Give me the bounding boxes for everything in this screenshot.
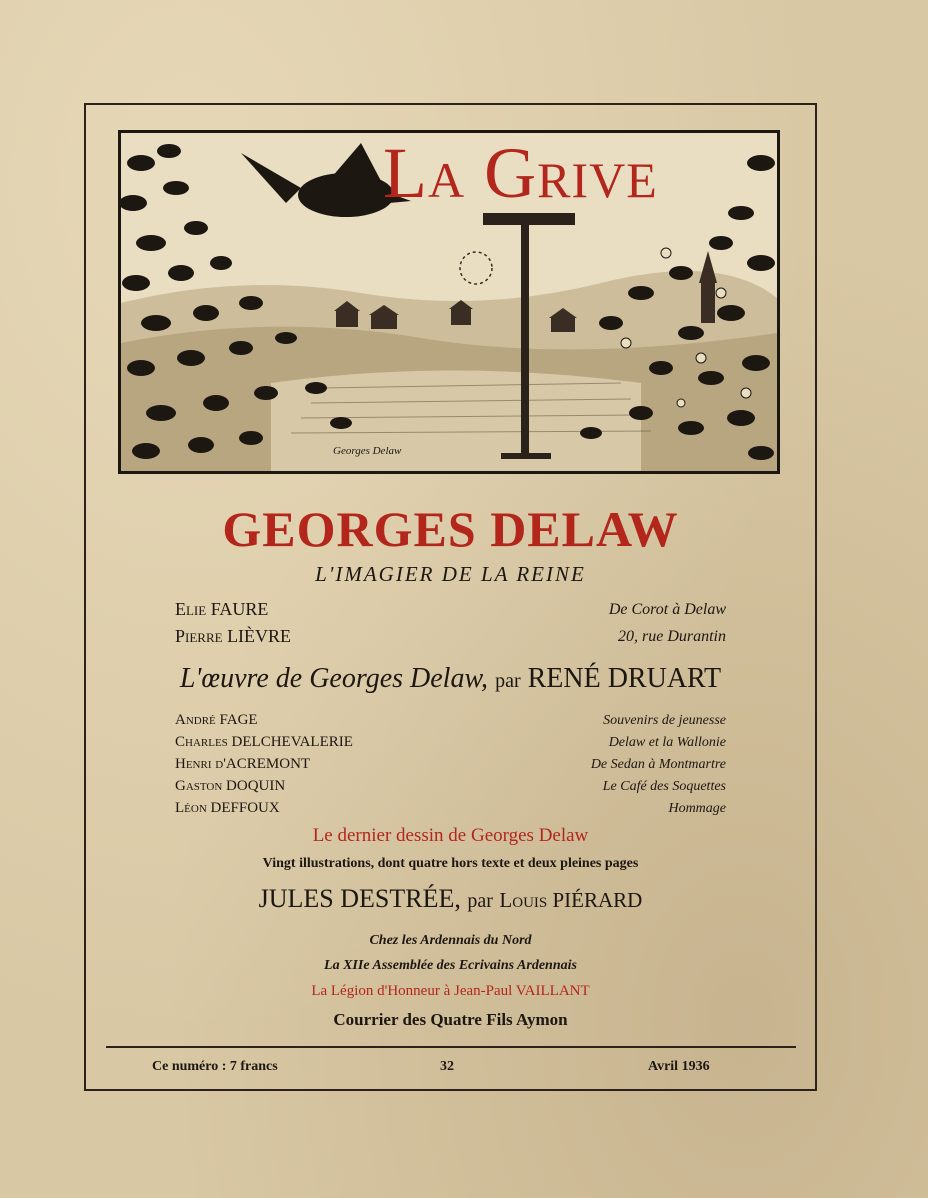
illustration-signature: Georges Delaw [333,445,402,457]
item-ardennais-nord: Chez les Ardennais du Nord [369,933,532,948]
footer-number: 32 [440,1059,454,1074]
contributor-title: Delaw et la Wallonie [608,735,726,750]
feature-subtitle: L'IMAGIER DE LA REINE [315,562,586,586]
contributor-author: Gaston DOQUIN [175,778,286,794]
cover-illustration [118,130,780,474]
druart-par: par [495,670,521,692]
destree-author: Louis PIÉRARD [499,888,643,912]
contributor-title: De Corot à Delaw [608,601,726,618]
contributor-title: 20, rue Durantin [618,628,726,645]
contributor-author: Charles DELCHEVALERIE [175,734,353,750]
druart-prefix: L'œuvre de Georges Delaw, [179,663,489,694]
contributor-title: Souvenirs de jeunesse [603,713,726,728]
item-assemblee: La XIIe Assemblée des Ecrivains Ardennais [324,958,577,973]
footer-rule [106,1046,796,1048]
contributor-author: Elie FAURE [175,599,269,619]
contributor-title: De Sedan à Montmartre [590,757,726,772]
masthead-title: La Grive [383,133,658,213]
contributor-author: Henri d'ACREMONT [175,756,311,772]
contributor-title: Hommage [668,801,726,816]
footer-price: Ce numéro : 7 francs [152,1059,278,1074]
courrier-line: Courrier des Quatre Fils Aymon [333,1010,568,1029]
feature-title: GEORGES DELAW [222,501,679,557]
druart-author: RENÉ DRUART [527,663,722,694]
destree-line [84,884,817,914]
illustrations-note: Vingt illustrations, dont quatre hors texte et deux pleines pages [262,856,639,871]
destree-par: par [467,890,493,912]
druart-line [84,663,817,695]
contributor-author: André FAGE [175,712,258,728]
last-drawing-line: Le dernier dessin de Georges Delaw [312,825,589,846]
destree-subject: JULES DESTRÉE, [258,884,461,913]
contributor-author: Léon DEFFOUX [175,800,280,816]
contributor-author: Pierre LIÈVRE [175,626,292,646]
contributor-title: Le Café des Soquettes [602,779,726,794]
legion-line: La Légion d'Honneur à Jean-Paul VAILLANT [311,983,590,999]
footer-date: Avril 1936 [648,1059,710,1074]
